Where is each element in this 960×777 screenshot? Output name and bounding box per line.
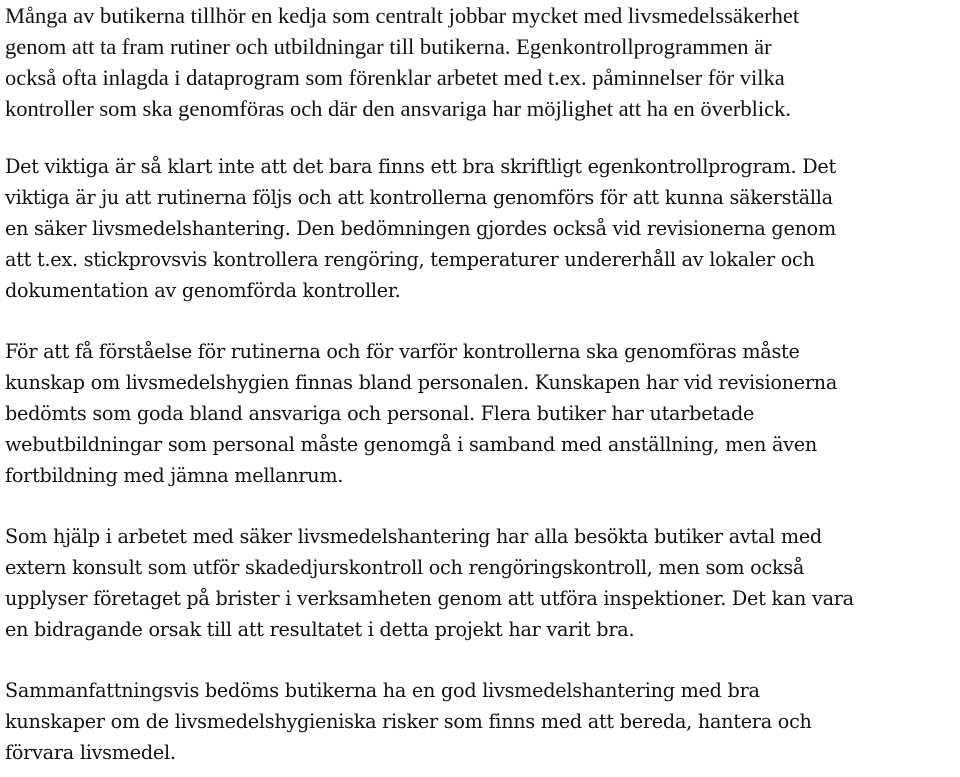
text-line: en säker livsmedelshantering. Den bedömningen gjordes också vid revisionerna genom (5, 217, 836, 240)
paragraph-chain-stores (5, 0, 955, 124)
paragraph-external-consultant (5, 521, 955, 645)
text-line: genom att ta fram rutiner och utbildningar till butikerna. Egenkontrollprogrammen är (5, 34, 772, 59)
text-line: Sammanfattningsvis bedöms butikerna ha en god livsmedelshantering med bra (5, 679, 760, 702)
text-line: fortbildning med jämna mellanrum. (5, 464, 344, 487)
text-line: webutbildningar som personal måste genomgå i samband med anställning, men även (5, 433, 817, 456)
text-line: Som hjälp i arbetet med säker livsmedelshantering har alla besökta butiker avtal med (5, 525, 822, 548)
text-line: Det viktiga är så klart inte att det bara finns ett bra skriftligt egenkontrollprogram. Det (5, 155, 836, 178)
text-line: kunskaper om de livsmedelshygieniska risker som finns med att bereda, hantera och (5, 710, 812, 733)
text-line: bedömts som goda bland ansvariga och personal. Flera butiker har utarbetade (5, 402, 755, 425)
text-line: extern konsult som utför skadedjurskontroll och rengöringskontroll, men som också (5, 556, 805, 579)
paragraph-knowledge (5, 336, 955, 491)
text-line: också ofta inlagda i dataprogram som förenklar arbetet med t.ex. påminnelser för vilka (5, 65, 785, 90)
document-page (5, 0, 955, 768)
text-line: kunskap om livsmedelshygien finnas bland personalen. Kunskapen har vid revisionerna (5, 371, 838, 394)
text-line: att t.ex. stickprovsvis kontrollera rengöring, temperaturer undererhåll av lokaler och (5, 248, 815, 271)
text-line: Många av butikerna tillhör en kedja som centralt jobbar mycket med livsmedelssäkerhet (5, 3, 800, 28)
text-line: viktiga är ju att rutinerna följs och att kontrollerna genomförs för att kunna säkerställa (5, 186, 833, 209)
paragraph-routines-followed (5, 151, 955, 306)
text-line: För att få förståelse för rutinerna och för varför kontrollerna ska genomföras måste (5, 340, 800, 363)
paragraph-summary (5, 675, 955, 768)
text-line: upplyser företaget på brister i verksamheten genom att utföra inspektioner. Det kan vara (5, 587, 854, 610)
text-line: dokumentation av genomförda kontroller. (5, 279, 401, 302)
text-line: kontroller som ska genomföras och där den ansvariga har möjlighet att ha en överblick. (5, 96, 792, 121)
text-line: en bidragande orsak till att resultatet i detta projekt har varit bra. (5, 618, 635, 641)
text-line: förvara livsmedel. (5, 741, 176, 764)
